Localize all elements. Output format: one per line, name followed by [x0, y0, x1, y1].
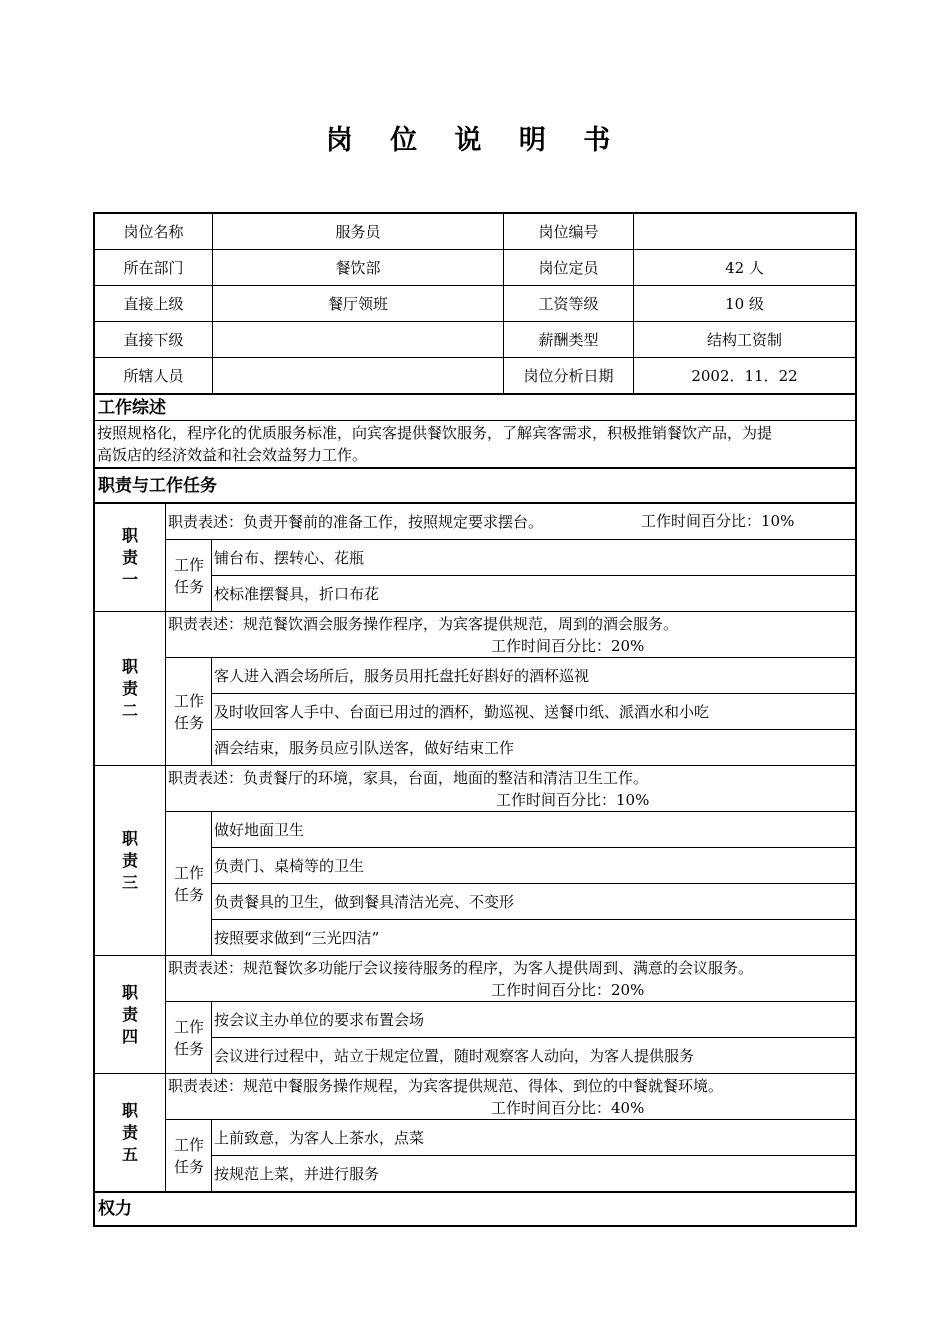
label-direct-subordinate: 直接下级 — [123, 330, 184, 349]
duty-1-task-2: 校标准摆餐具，折口布花 — [214, 584, 380, 603]
value-department: 餐饮部 — [335, 258, 381, 277]
value-direct-subordinate — [213, 322, 503, 357]
duty-2-label: 职责二 — [121, 656, 138, 720]
duty-1-percent: 工作时间百分比：10% — [641, 512, 795, 530]
label-direct-superior: 直接上级 — [123, 294, 184, 313]
value-position-name: 服务员 — [335, 222, 381, 241]
duty-1-task-label: 工作任务 — [173, 555, 204, 596]
duty-2-percent: 工作时间百分比：20% — [491, 637, 645, 655]
duty-1-label: 职责一 — [121, 525, 138, 589]
label-salary-grade: 工资等级 — [538, 294, 599, 313]
duty-3-task-label: 工作任务 — [173, 863, 204, 904]
duty-5-label: 职责五 — [121, 1100, 138, 1164]
job-description-table — [93, 212, 857, 1227]
page-title: 岗 位 说 明 书 — [325, 125, 625, 156]
summary-heading: 工作综述 — [98, 398, 166, 418]
duty-4-task-label: 工作任务 — [173, 1017, 204, 1058]
label-headcount: 岗位定员 — [538, 258, 599, 277]
duty-3-task-1: 做好地面卫生 — [214, 820, 305, 839]
duty-3-task-2: 负责门、桌椅等的卫生 — [214, 856, 365, 875]
value-staff-under — [213, 358, 503, 393]
summary-text-line-2: 高饭店的经济效益和社会效益努力工作。 — [97, 446, 368, 464]
value-salary-grade: 10 级 — [725, 294, 764, 313]
duty-2-task-2: 及时收回客人手中、台面已用过的酒杯，勤巡视、送餐巾纸、派酒水和小吃 — [214, 702, 710, 721]
rights-heading: 权力 — [98, 1199, 132, 1219]
duty-4-statement: 职责表述：规范餐饮多功能厅会议接待服务的程序，为客人提供周到、满意的会议服务。 — [168, 959, 754, 977]
label-staff-under: 所辖人员 — [123, 366, 184, 385]
duty-4-task-2: 会议进行过程中，站立于规定位置，随时观察客人动向，为客人提供服务 — [214, 1046, 695, 1065]
duty-4-task-1: 按会议主办单位的要求布置会场 — [214, 1010, 425, 1029]
duty-5-percent: 工作时间百分比：40% — [491, 1099, 645, 1117]
duty-2-statement: 职责表述：规范餐饮酒会服务操作程序，为宾客提供规范，周到的酒会服务。 — [168, 615, 679, 633]
duties-heading: 职责与工作任务 — [98, 476, 217, 496]
duty-3-label: 职责三 — [121, 828, 138, 892]
label-pay-type: 薪酬类型 — [538, 330, 599, 349]
duty-2-task-label: 工作任务 — [173, 691, 204, 732]
duty-5-statement: 职责表述：规范中餐服务操作规程，为宾客提供规范、得体、到位的中餐就餐环境。 — [168, 1077, 724, 1095]
duty-4-percent: 工作时间百分比：20% — [491, 981, 645, 999]
duty-3-percent: 工作时间百分比：10% — [496, 791, 650, 809]
summary-text-line-1: 按照规格化，程序化的优质服务标准，向宾客提供餐饮服务，了解宾客需求，积极推销餐饮产品，为提 — [97, 424, 773, 442]
value-headcount: 42 人 — [725, 258, 764, 277]
label-department: 所在部门 — [123, 258, 184, 277]
duty-5-task-1: 上前致意，为客人上茶水，点菜 — [214, 1128, 425, 1147]
duty-3-task-3: 负责餐具的卫生，做到餐具清洁光亮、不变形 — [214, 892, 515, 911]
label-analysis-date: 岗位分析日期 — [523, 366, 614, 385]
duty-5-task-label: 工作任务 — [173, 1135, 204, 1176]
value-analysis-date: 2002．11．22 — [691, 366, 798, 385]
label-position-name: 岗位名称 — [123, 222, 184, 241]
duty-1-task-1: 铺台布、摆转心、花瓶 — [214, 548, 365, 567]
value-pay-type: 结构工资制 — [706, 330, 782, 349]
duty-2-task-1: 客人进入酒会场所后，服务员用托盘托好斟好的酒杯巡视 — [214, 666, 590, 685]
duty-2-task-3: 酒会结束，服务员应引队送客，做好结束工作 — [214, 738, 515, 757]
duty-3-statement: 职责表述：负责餐厅的环境，家具，台面，地面的整洁和清洁卫生工作。 — [168, 769, 649, 787]
duty-1-statement: 职责表述：负责开餐前的准备工作，按照规定要求摆台。 — [168, 512, 544, 531]
value-position-code — [634, 214, 855, 249]
label-position-code: 岗位编号 — [538, 222, 599, 241]
duty-5-task-2: 按规范上菜，并进行服务 — [214, 1164, 380, 1183]
value-direct-superior: 餐厅领班 — [327, 294, 388, 313]
duty-4-label: 职责四 — [121, 982, 138, 1046]
duty-3-task-4: 按照要求做到“三光四洁” — [214, 928, 380, 947]
